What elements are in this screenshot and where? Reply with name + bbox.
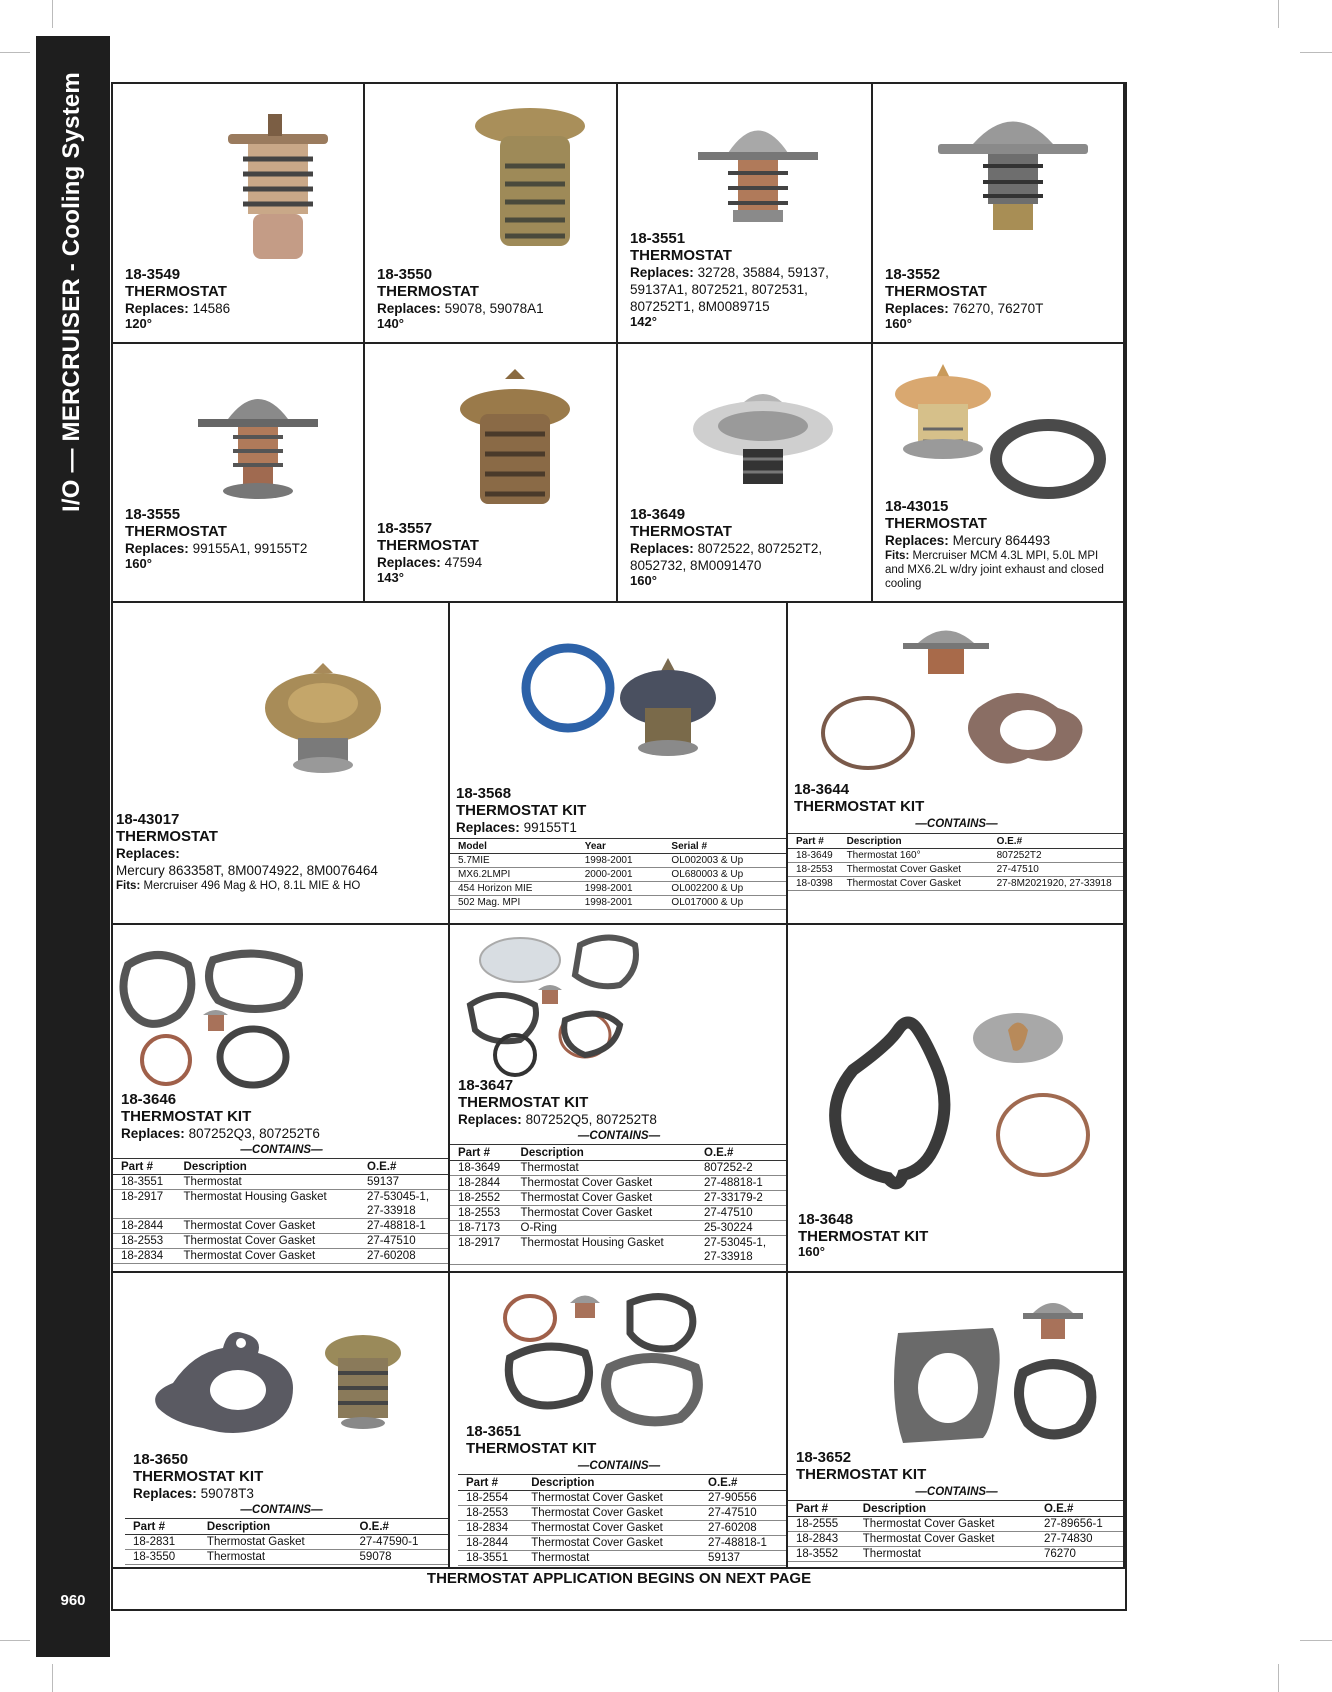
table-cell: 27-53045-1, 27-33918 (696, 1236, 786, 1265)
table-cell: 2000-2001 (577, 868, 664, 882)
replaces-label: Replaces: (377, 555, 441, 570)
replaces-value: 76270, 76270T (952, 301, 1044, 316)
col-header-serial: Serial # (663, 839, 786, 854)
table-cell: MX6.2LMPI (450, 868, 577, 882)
col-header-description: Description (855, 1501, 1036, 1517)
replaces-value: 807252Q3, 807252T6 (188, 1126, 320, 1141)
thermostat-image (455, 369, 575, 514)
table-cell: Thermostat Cover Gasket (513, 1176, 696, 1191)
crop-mark (1278, 1664, 1279, 1692)
product-cell (873, 344, 1125, 603)
contents-table (450, 1144, 786, 1265)
product-name: THERMOSTAT (125, 283, 227, 300)
thermostat-image (933, 104, 1093, 244)
fits-label: Fits: (885, 550, 910, 562)
product-name: THERMOSTAT (125, 523, 227, 540)
product-name: THERMOSTAT KIT (798, 1228, 929, 1245)
table-cell: Thermostat Cover Gasket (523, 1521, 700, 1536)
fits-label: Fits: (116, 880, 141, 892)
product-info (458, 1077, 782, 1128)
product-cell (788, 925, 1125, 1273)
table-cell: 18-3552 (788, 1547, 855, 1562)
table-cell: Thermostat (199, 1550, 352, 1565)
contains-label: —CONTAINS— (240, 1144, 323, 1156)
crop-mark (52, 0, 53, 28)
table-cell: 18-2844 (113, 1219, 176, 1234)
table-row (788, 877, 1124, 891)
page-number: 960 (60, 1592, 86, 1609)
table-row (125, 1535, 449, 1550)
table-row (450, 1161, 786, 1176)
replaces-value: 32728, 35884, 59137, 59137A1, 8072521, 8072531, 807252T1, 8M0089715 (630, 265, 829, 314)
replaces-value: 59078, 59078A1 (444, 301, 544, 316)
table-cell: 18-2554 (458, 1491, 523, 1506)
table-cell: 27-47590-1 (352, 1535, 449, 1550)
kit-image (460, 935, 660, 1085)
table-cell: 18-2553 (450, 1206, 513, 1221)
table-row (125, 1550, 449, 1565)
table-cell: Thermostat Cover Gasket (513, 1191, 696, 1206)
thermostat-image (263, 663, 383, 778)
table-cell: Thermostat Housing Gasket (176, 1190, 359, 1219)
table-cell: 18-0398 (788, 877, 839, 891)
table-row (788, 849, 1124, 863)
temperature: 120° (125, 316, 152, 331)
table-row (450, 1221, 786, 1236)
table-cell: 18-2917 (450, 1236, 513, 1265)
crop-mark (52, 1664, 53, 1692)
contents-table (788, 833, 1124, 891)
fits-value: Mercruiser 496 Mag & HO, 8.1L MIE & HO (143, 880, 361, 892)
table-cell: 18-3551 (458, 1551, 523, 1566)
part-number: 18-43015 (885, 498, 949, 515)
product-info (796, 1449, 926, 1483)
table-cell: 59137 (700, 1551, 786, 1566)
product-cell (618, 344, 873, 603)
contents-table (458, 1474, 786, 1566)
temperature: 160° (885, 316, 912, 331)
replaces-value: 99155A1, 99155T2 (192, 541, 308, 556)
table-row (788, 1532, 1124, 1547)
table-cell: Thermostat Housing Gasket (513, 1236, 696, 1265)
part-number: 18-3552 (885, 266, 941, 283)
table-cell: OL002003 & Up (663, 854, 786, 868)
table-cell: Thermostat Cover Gasket (176, 1234, 359, 1249)
product-info (125, 506, 355, 571)
crop-mark (0, 1640, 30, 1641)
table-row (113, 1249, 449, 1264)
product-info (121, 1091, 441, 1142)
product-cell (450, 603, 788, 925)
col-header-oe: O.E.# (989, 834, 1124, 849)
table-cell: O-Ring (513, 1221, 696, 1236)
table-cell: 27-47510 (700, 1506, 786, 1521)
product-name: THERMOSTAT KIT (133, 1468, 264, 1485)
product-cell (113, 84, 365, 344)
application-table (450, 838, 786, 910)
part-number: 18-3646 (121, 1091, 177, 1108)
table-cell: 18-2555 (788, 1517, 855, 1532)
replaces-label: Replaces: (885, 533, 949, 548)
col-header-part: Part # (113, 1159, 176, 1175)
kit-image (818, 618, 1103, 783)
thermostat-image (213, 104, 343, 274)
product-name: THERMOSTAT (377, 537, 479, 554)
col-header-part: Part # (125, 1519, 199, 1535)
table-cell: 18-2844 (450, 1176, 513, 1191)
product-info (630, 506, 860, 588)
col-header-description: Description (839, 834, 989, 849)
table-row (113, 1219, 449, 1234)
table-row (450, 882, 786, 896)
product-name: THERMOSTAT KIT (458, 1094, 589, 1111)
kit-image (883, 1288, 1108, 1458)
table-cell: 27-90556 (700, 1491, 786, 1506)
product-info (630, 230, 860, 329)
crop-mark (0, 52, 30, 53)
table-cell: 27-47510 (989, 863, 1124, 877)
replaces-label: Replaces: (116, 846, 180, 861)
table-cell: Thermostat (523, 1551, 700, 1566)
table-cell: 76270 (1036, 1547, 1124, 1562)
col-header-description: Description (176, 1159, 359, 1175)
table-row (450, 1191, 786, 1206)
table-cell: Thermostat Cover Gasket (839, 863, 989, 877)
table-cell: Thermostat Cover Gasket (523, 1506, 700, 1521)
contents-table (788, 1500, 1124, 1562)
table-row (458, 1506, 786, 1521)
col-header-year: Year (577, 839, 664, 854)
product-info (885, 498, 1117, 591)
table-row (450, 1236, 786, 1265)
table-row (458, 1551, 786, 1566)
part-number: 18-3644 (794, 781, 850, 798)
product-name: THERMOSTAT (116, 828, 218, 845)
temperature: 160° (798, 1244, 825, 1259)
replaces-label: Replaces: (458, 1112, 522, 1127)
part-number: 18-3568 (456, 785, 512, 802)
contains-label: —CONTAINS— (915, 1486, 998, 1498)
temperature: 143° (377, 570, 404, 585)
table-row (458, 1491, 786, 1506)
table-cell: 1998-2001 (577, 854, 664, 868)
replaces-value: 59078T3 (200, 1486, 254, 1501)
thermostat-image (470, 106, 590, 256)
replaces-value: Mercury 863358T, 8M0074922, 8M0076464 (116, 863, 378, 878)
col-header-part: Part # (458, 1475, 523, 1491)
table-cell: Thermostat (513, 1161, 696, 1176)
table-cell: 1998-2001 (577, 896, 664, 910)
table-cell: Thermostat Cover Gasket (176, 1219, 359, 1234)
replaces-value: 99155T1 (523, 820, 577, 835)
replaces-label: Replaces: (456, 820, 520, 835)
table-cell: Thermostat Cover Gasket (523, 1491, 700, 1506)
part-number: 18-3550 (377, 266, 433, 283)
col-header-oe: O.E.# (700, 1475, 786, 1491)
temperature: 160° (125, 556, 152, 571)
product-name: THERMOSTAT (377, 283, 479, 300)
table-cell: 27-60208 (700, 1521, 786, 1536)
product-name: THERMOSTAT KIT (796, 1466, 927, 1483)
table-cell: 1998-2001 (577, 882, 664, 896)
temperature: 160° (630, 573, 657, 588)
table-cell: Thermostat (855, 1547, 1036, 1562)
kit-image (520, 643, 720, 763)
table-cell: 27-53045-1, 27-33918 (359, 1190, 449, 1219)
table-cell: 27-48818-1 (700, 1536, 786, 1551)
table-cell: Thermostat Cover Gasket (523, 1536, 700, 1551)
footer-note: THERMOSTAT APPLICATION BEGINS ON NEXT PAGE (426, 1570, 812, 1587)
table-row (450, 868, 786, 882)
part-number: 18-3649 (630, 506, 686, 523)
col-header-part: Part # (788, 1501, 855, 1517)
replaces-value: Mercury 864493 (952, 533, 1051, 548)
part-number: 18-43017 (116, 811, 180, 828)
table-cell: OL017000 & Up (663, 896, 786, 910)
part-number: 18-3651 (466, 1423, 522, 1440)
table-row (458, 1521, 786, 1536)
product-cell (788, 603, 1125, 925)
table-cell: 25-30224 (696, 1221, 786, 1236)
col-header-oe: O.E.# (359, 1159, 449, 1175)
kit-image (828, 1010, 1098, 1200)
replaces-value: 8072522, 807252T2, 8052732, 8M0091470 (630, 541, 823, 573)
table-cell: 18-2553 (113, 1234, 176, 1249)
product-info (885, 266, 1043, 331)
col-header-part: Part # (788, 834, 839, 849)
table-cell: 59137 (359, 1175, 449, 1190)
replaces-label: Replaces: (125, 541, 189, 556)
product-cell (113, 925, 450, 1273)
table-cell: Thermostat 160° (839, 849, 989, 863)
product-info (377, 266, 544, 331)
product-name: THERMOSTAT KIT (456, 802, 587, 819)
product-name: THERMOSTAT (885, 283, 987, 300)
table-cell: 18-2831 (125, 1535, 199, 1550)
table-cell: Thermostat Cover Gasket (839, 877, 989, 891)
product-cell (873, 84, 1125, 344)
product-info (125, 266, 230, 331)
contains-label: —CONTAINS— (577, 1130, 661, 1142)
product-cell (618, 84, 873, 344)
product-cell (450, 1273, 788, 1569)
table-cell: 27-60208 (359, 1249, 449, 1264)
product-name: THERMOSTAT (630, 523, 732, 540)
replaces-label: Replaces: (630, 541, 694, 556)
table-cell: Thermostat Cover Gasket (176, 1249, 359, 1264)
table-row (788, 1547, 1124, 1562)
table-row (788, 863, 1124, 877)
table-cell: 27-74830 (1036, 1532, 1124, 1547)
contains-label: —CONTAINS— (915, 818, 998, 830)
product-cell (365, 84, 618, 344)
product-cell (365, 344, 618, 603)
table-cell: 27-47510 (359, 1234, 449, 1249)
table-cell: 59078 (352, 1550, 449, 1565)
table-cell: 18-2834 (458, 1521, 523, 1536)
part-number: 18-3652 (796, 1449, 852, 1466)
kit-image (143, 1328, 423, 1448)
part-number: 18-3650 (133, 1451, 189, 1468)
col-header-description: Description (199, 1519, 352, 1535)
table-cell: 18-2844 (458, 1536, 523, 1551)
table-cell: 18-3649 (788, 849, 839, 863)
table-cell: 18-7173 (450, 1221, 513, 1236)
table-cell: 807252T2 (989, 849, 1124, 863)
product-info (456, 785, 780, 836)
table-row (450, 1176, 786, 1191)
crop-mark (1300, 1640, 1332, 1641)
table-row (450, 896, 786, 910)
table-cell: 27-8M2021920, 27-33918 (989, 877, 1124, 891)
contents-table (113, 1158, 449, 1264)
table-row (788, 1517, 1124, 1532)
table-cell: 27-47510 (696, 1206, 786, 1221)
table-row (450, 1206, 786, 1221)
product-name: THERMOSTAT KIT (794, 798, 925, 815)
table-cell: 18-3649 (450, 1161, 513, 1176)
crop-mark (1278, 0, 1279, 28)
temperature: 140° (377, 316, 404, 331)
table-cell: 18-2843 (788, 1532, 855, 1547)
table-cell: Thermostat (176, 1175, 359, 1190)
thermostat-image (693, 108, 823, 228)
part-number: 18-3551 (630, 230, 686, 247)
table-row (113, 1234, 449, 1249)
table-cell: 18-2553 (458, 1506, 523, 1521)
replaces-value: 807252Q5, 807252T8 (525, 1112, 657, 1127)
replaces-label: Replaces: (630, 265, 694, 280)
part-number: 18-3647 (458, 1077, 514, 1094)
contents-table (125, 1518, 449, 1565)
product-name: THERMOSTAT KIT (466, 1440, 597, 1457)
product-cell (113, 603, 450, 925)
thermostat-image (888, 359, 1108, 504)
product-info (133, 1451, 263, 1502)
table-cell: Thermostat Gasket (199, 1535, 352, 1550)
col-header-model: Model (450, 839, 577, 854)
table-cell: Thermostat Cover Gasket (513, 1206, 696, 1221)
replaces-label: Replaces: (885, 301, 949, 316)
product-info (794, 781, 924, 815)
replaces-label: Replaces: (121, 1126, 185, 1141)
table-cell: 807252-2 (696, 1161, 786, 1176)
product-info (116, 811, 436, 893)
product-name: THERMOSTAT (630, 247, 732, 264)
replaces-label: Replaces: (133, 1486, 197, 1501)
kit-image (500, 1283, 725, 1433)
table-row (113, 1175, 449, 1190)
table-cell: 502 Mag. MPI (450, 896, 577, 910)
col-header-part: Part # (450, 1145, 513, 1161)
part-number: 18-3549 (125, 266, 181, 283)
thermostat-image (688, 374, 838, 499)
contains-label: —CONTAINS— (240, 1504, 323, 1516)
product-info (466, 1423, 596, 1457)
table-cell: 27-48818-1 (696, 1176, 786, 1191)
table-cell: 27-33179-2 (696, 1191, 786, 1206)
table-cell: 18-3551 (113, 1175, 176, 1190)
replaces-value: 47594 (444, 555, 483, 570)
col-header-description: Description (523, 1475, 700, 1491)
table-cell: OL002200 & Up (663, 882, 786, 896)
replaces-label: Replaces: (377, 301, 441, 316)
table-row (458, 1536, 786, 1551)
col-header-oe: O.E.# (696, 1145, 786, 1161)
table-cell: Thermostat Cover Gasket (855, 1517, 1036, 1532)
part-number: 18-3555 (125, 506, 181, 523)
table-cell: 5.7MIE (450, 854, 577, 868)
table-cell: 27-89656-1 (1036, 1517, 1124, 1532)
replaces-value: 14586 (192, 301, 231, 316)
product-cell (450, 925, 788, 1273)
product-cell (113, 344, 365, 603)
product-name: THERMOSTAT (885, 515, 987, 532)
table-cell: 18-2917 (113, 1190, 176, 1219)
product-cell (788, 1273, 1125, 1569)
table-cell: 18-2552 (450, 1191, 513, 1206)
temperature: 142° (630, 314, 657, 329)
table-cell: 18-2553 (788, 863, 839, 877)
table-cell: Thermostat Cover Gasket (855, 1532, 1036, 1547)
thermostat-image (193, 379, 323, 504)
table-cell: 18-2834 (113, 1249, 176, 1264)
table-row (113, 1190, 449, 1219)
kit-image (118, 945, 318, 1095)
col-header-oe: O.E.# (352, 1519, 449, 1535)
product-name: THERMOSTAT KIT (121, 1108, 252, 1125)
product-info (377, 520, 482, 585)
table-row (450, 854, 786, 868)
contains-label: —CONTAINS— (577, 1460, 661, 1472)
table-cell: 454 Horizon MIE (450, 882, 577, 896)
product-info (798, 1211, 928, 1259)
product-cell (113, 1273, 450, 1569)
col-header-description: Description (513, 1145, 696, 1161)
table-cell: 18-3550 (125, 1550, 199, 1565)
fits-value: Mercruiser MCM 4.3L MPI, 5.0L MPI and MX6.2L w/dry joint exhaust and closed cooling (885, 550, 1104, 590)
col-header-oe: O.E.# (1036, 1501, 1124, 1517)
part-number: 18-3648 (798, 1211, 854, 1228)
table-cell: OL680003 & Up (663, 868, 786, 882)
table-cell: 27-48818-1 (359, 1219, 449, 1234)
replaces-label: Replaces: (125, 301, 189, 316)
crop-mark (1300, 52, 1332, 53)
part-number: 18-3557 (377, 520, 433, 537)
